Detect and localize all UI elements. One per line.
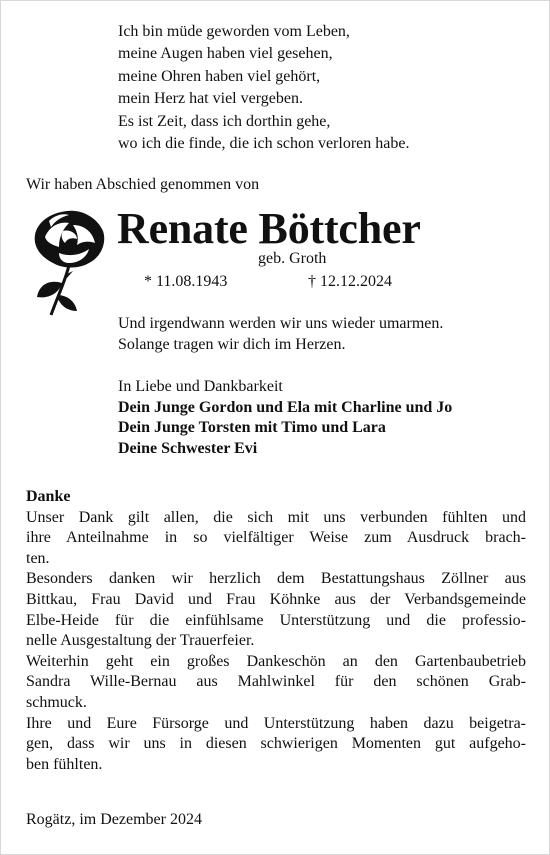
thanks-line: Unser Dank gilt allen, die sich mit uns verbunden fühlten und <box>26 508 526 526</box>
poem-line: meine Ohren haben viel gehört, <box>118 67 321 85</box>
thanks-line: Besonders danken wir herzlich dem Bestattungshaus Zöllner aus <box>26 570 526 588</box>
birth-name: geb. Groth <box>258 250 327 267</box>
thanks-line: Elbe-Heide für die einfühlsame Unterstützung und die professio- <box>26 611 526 629</box>
mourner-name: Deine Schwester Evi <box>118 439 258 457</box>
poem-line: meine Augen haben viel gesehen, <box>118 45 333 63</box>
mourner-name: Dein Junge Torsten mit Timo und Lara <box>118 419 386 436</box>
poem-line: mein Herz hat viel vergeben. <box>118 90 303 108</box>
thanks-line: ben fühlten. <box>26 755 103 773</box>
place-and-date: Rogätz, im Dezember 2024 <box>26 811 202 828</box>
thanks-line: schmuck. <box>26 693 87 711</box>
poem-line: wo ich die finde, die ich schon verloren habe. <box>118 135 410 153</box>
thanks-line: ihre Anteilnahme in so vielfältiger Weise zum Ausdruck brach- <box>26 529 526 547</box>
thanks-line: ten. <box>26 549 50 567</box>
poem-line: Es ist Zeit, dass ich dorthin gehe, <box>118 112 331 130</box>
memorial-quote <box>118 314 443 355</box>
thanks-line: Sandra Wille-Bernau aus Mahlwinkel für den schönen Grab- <box>26 673 526 691</box>
mourners-intro: In Liebe und Dankbarkeit <box>118 378 283 395</box>
thanks-line: Weiterhin geht ein großes Dankeschön an den Gartenbaubetrieb <box>26 652 526 670</box>
poem <box>118 21 538 155</box>
thanks-line: Bittkau, Frau David und Frau Köhnke aus der Verbandsgemeinde <box>26 590 526 608</box>
quote-line: Solange tragen wir dich im Herzen. <box>118 335 346 353</box>
thanks-line: nelle Ausgestaltung der Trauerfeier. <box>26 632 255 650</box>
quote-line: Und irgendwann werden wir uns wieder umarmen. <box>118 315 444 332</box>
rose-icon <box>29 207 107 319</box>
thanks-section <box>26 487 526 775</box>
farewell-intro: Wir haben Abschied genommen von <box>26 176 260 193</box>
birth-date: * 11.08.1943 <box>144 273 228 290</box>
mourners <box>118 377 452 459</box>
death-date: † 12.12.2024 <box>308 273 392 290</box>
thanks-heading: Danke <box>26 488 71 505</box>
thanks-line: Ihre und Eure Fürsorge und Unterstützung haben dazu beigetra- <box>26 714 526 732</box>
deceased-name: Renate Böttcher <box>117 204 421 253</box>
mourner-name: Dein Junge Gordon und Ela mit Charline und Jo <box>118 398 453 416</box>
thanks-line: gen, dass wir uns in diesen schwierigen Momenten gut aufgeho- <box>26 735 526 753</box>
poem-line: Ich bin müde geworden vom Leben, <box>118 23 350 40</box>
